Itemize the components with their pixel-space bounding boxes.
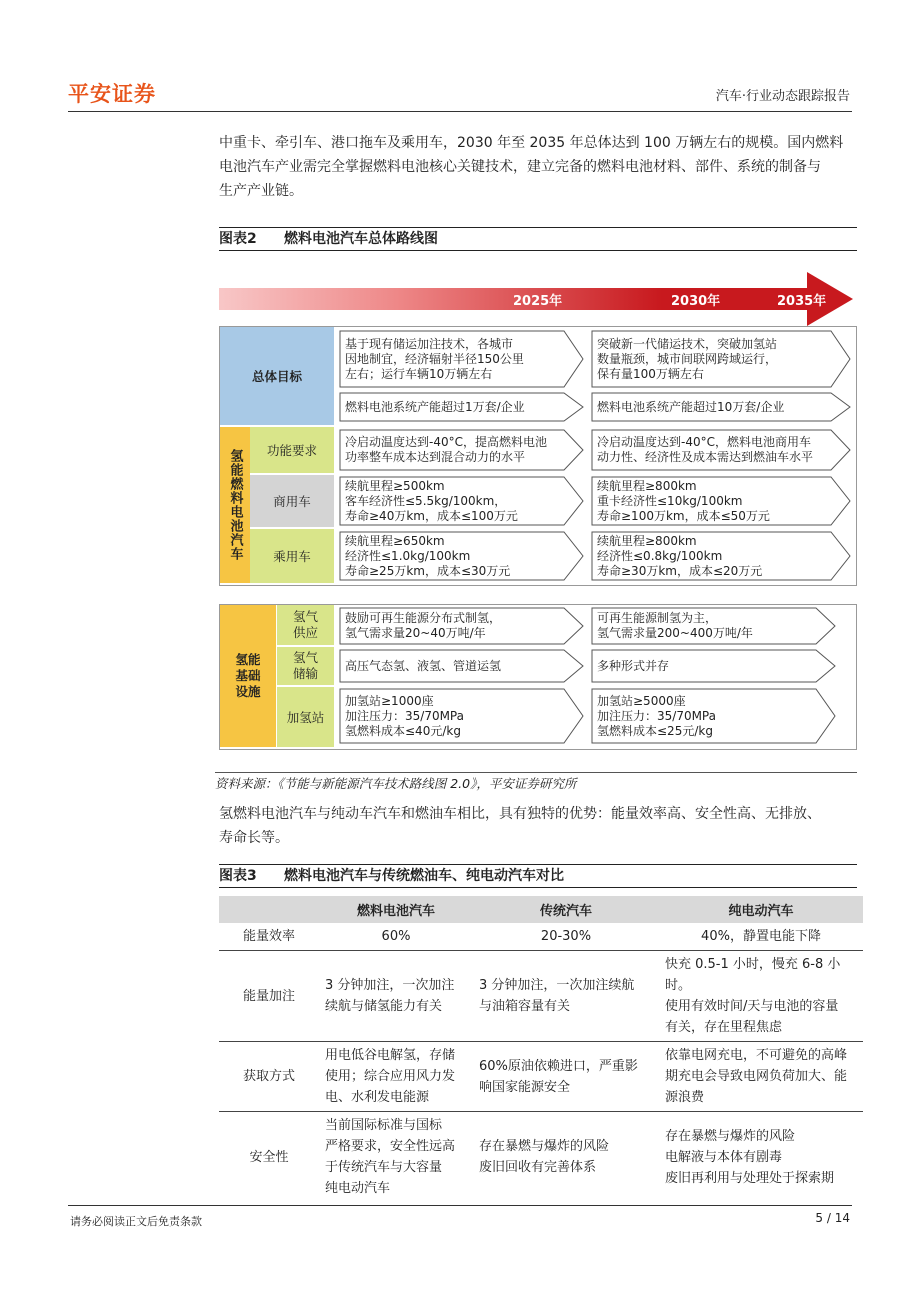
supply-2030: 可再生能源制氢为主， 氢气需求量200~400万吨/年	[591, 607, 836, 645]
figure3-title	[219, 864, 857, 888]
figure3-caption: 燃料电池汽车与传统燃油车、纯电动汽车对比	[284, 868, 564, 884]
table-cell: 当前国际标准与国标 严格要求，安全性远高 于传统汽车与大容量 纯电动汽车	[325, 1118, 456, 1196]
row-label: 能量效率	[219, 923, 319, 951]
passenger-2030: 续航里程≥800km 经济性≤0.8kg/100km 寿命≥30万km，成本≤20万元	[591, 531, 851, 581]
row-label: 能量加注	[219, 951, 319, 1042]
table-header: 纯电动汽车	[659, 896, 863, 923]
figure2-title	[219, 227, 857, 251]
figure2-number: 图表2	[219, 231, 257, 247]
table-cell: 3 分钟加注，一次加注续航 与油箱容量有关	[473, 951, 659, 1042]
comparison-table	[219, 896, 863, 1202]
table-cell: 20-30%	[473, 923, 659, 951]
row-label-station: 加氢站	[277, 687, 334, 747]
year-label: 2030年	[671, 294, 721, 309]
table-cell: 3 分钟加注，一次加注 续航与储氢能力有关	[319, 951, 473, 1042]
company-logo: 平安证券	[68, 82, 156, 106]
storage-2025: 高压气态氢、液氢、管道运氢	[339, 649, 584, 683]
table-header: 传统汽车	[473, 896, 659, 923]
table-row	[219, 1112, 863, 1203]
roadmap-diagram	[219, 272, 857, 752]
row-label-passenger: 乘用车	[250, 529, 334, 583]
storage-2030: 多种形式并存	[591, 649, 836, 683]
year-label: 2025年	[513, 294, 563, 309]
table-cell: 存在暴燃与爆炸的风险 电解液与本体有剧毒 废旧再利用与处理处于探索期	[665, 1128, 835, 1186]
function-2025: 冷启动温度达到-40°C，提高燃料电池 功率整车成本达到混合动力的水平	[339, 429, 584, 471]
figure3-number: 图表3	[219, 868, 257, 884]
table-cell: 存在暴燃与爆炸的风险 废旧回收有完善体系	[479, 1139, 610, 1175]
row-label: 获取方式	[219, 1042, 319, 1112]
row-label-storage: 氢气 储输	[277, 647, 334, 685]
table-row	[219, 923, 863, 951]
row-label: 安全性	[249, 1149, 289, 1165]
figure2-caption: 燃料电池汽车总体路线图	[284, 231, 438, 247]
supply-2025: 鼓励可再生能源分布式制氢， 氢气需求量20~40万吨/年	[339, 607, 584, 645]
table-row	[219, 1042, 863, 1112]
goal-2030: 突破新一代储运技术，突破加氢站 数量瓶颈，城市间联网跨域运行， 保有量100万辆左右	[591, 330, 851, 388]
figure2-source: 资料来源：《节能与新能源汽车技术路线图 2.0》，平安证券研究所	[215, 772, 857, 792]
group-label-vehicle: 氢能燃料电池汽车	[220, 427, 250, 583]
row-label-supply: 氢气 供应	[277, 605, 334, 645]
row-label-goal: 总体目标	[220, 327, 334, 425]
station-2030: 加氢站≥5000座 加注压力：35/70MPa 氢燃料成本≤25元/kg	[591, 688, 836, 744]
capacity-2030: 燃料电池系统产能超过10万套/企业	[591, 392, 851, 422]
capacity-2025: 燃料电池系统产能超过1万套/企业	[339, 392, 584, 422]
footer-disclaimer: 请务必阅读正文后免责条款	[70, 1215, 202, 1228]
passenger-2025: 续航里程≥650km 经济性≤1.0kg/100km 寿命≥25万km，成本≤30万元	[339, 531, 584, 581]
commercial-2025: 续航里程≥500km 客车经济性≤5.5kg/100km， 寿命≥40万km，成本≤100万元	[339, 476, 584, 526]
table-cell: 用电低谷电解氢，存储 使用；综合应用风力发 电、水利发电能源	[319, 1042, 473, 1112]
page-number: 5 / 14	[815, 1211, 850, 1225]
advantage-paragraph: 氢燃料电池汽车与纯动车汽车和燃油车相比，具有独特的优势：能量效率高、安全性高、无排放、 寿命长等。	[219, 806, 821, 846]
commercial-2030: 续航里程≥800km 重卡经济性≤10kg/100km 寿命≥100万km，成本≤50万元	[591, 476, 851, 526]
intro-paragraph: 中重卡、牵引车、港口拖车及乘用车，2030 年至 2035 年总体达到 100 万辆左右的规模。国内燃料 电池汽车产业需完全掌握燃料电池核心关键技术，建立完备的燃料电池材料、部件、系统的制备与 生产产业链。	[219, 135, 844, 199]
station-2025: 加氢站≥1000座 加注压力：35/70MPa 氢燃料成本≤40元/kg	[339, 688, 584, 744]
group-label-infra: 氢能基础设施	[220, 605, 276, 747]
header-divider	[68, 111, 852, 112]
report-type: 汽车·行业动态跟踪报告	[715, 89, 850, 104]
table-cell: 快充 0.5-1 小时，慢充 6-8 小时。 使用有效时间/天与电池的容量 有关，存在里程焦虑	[659, 951, 863, 1042]
table-header	[219, 896, 319, 923]
footer-divider	[68, 1205, 852, 1206]
function-2030: 冷启动温度达到-40°C，燃料电池商用车 动力性、经济性及成本需达到燃油车水平	[591, 429, 851, 471]
row-label-commercial: 商用车	[250, 475, 334, 527]
table-cell: 60%	[319, 923, 473, 951]
year-label: 2035年	[777, 294, 827, 309]
table-row	[219, 951, 863, 1042]
row-label-function: 功能要求	[250, 427, 334, 473]
table-cell: 依靠电网充电，不可避免的高峰 期充电会导致电网负荷加大、能 源浪费	[659, 1042, 863, 1112]
goal-2025: 基于现有储运加注技术，各城市 因地制宜，经济辐射半径150公里 左右；运行车辆10万辆左右	[339, 330, 584, 388]
table-cell: 60%原油依赖进口，严重影 响国家能源安全	[473, 1042, 659, 1112]
table-header: 燃料电池汽车	[319, 896, 473, 923]
table-cell: 40%，静置电能下降	[659, 923, 863, 951]
table-header-row	[219, 896, 863, 923]
